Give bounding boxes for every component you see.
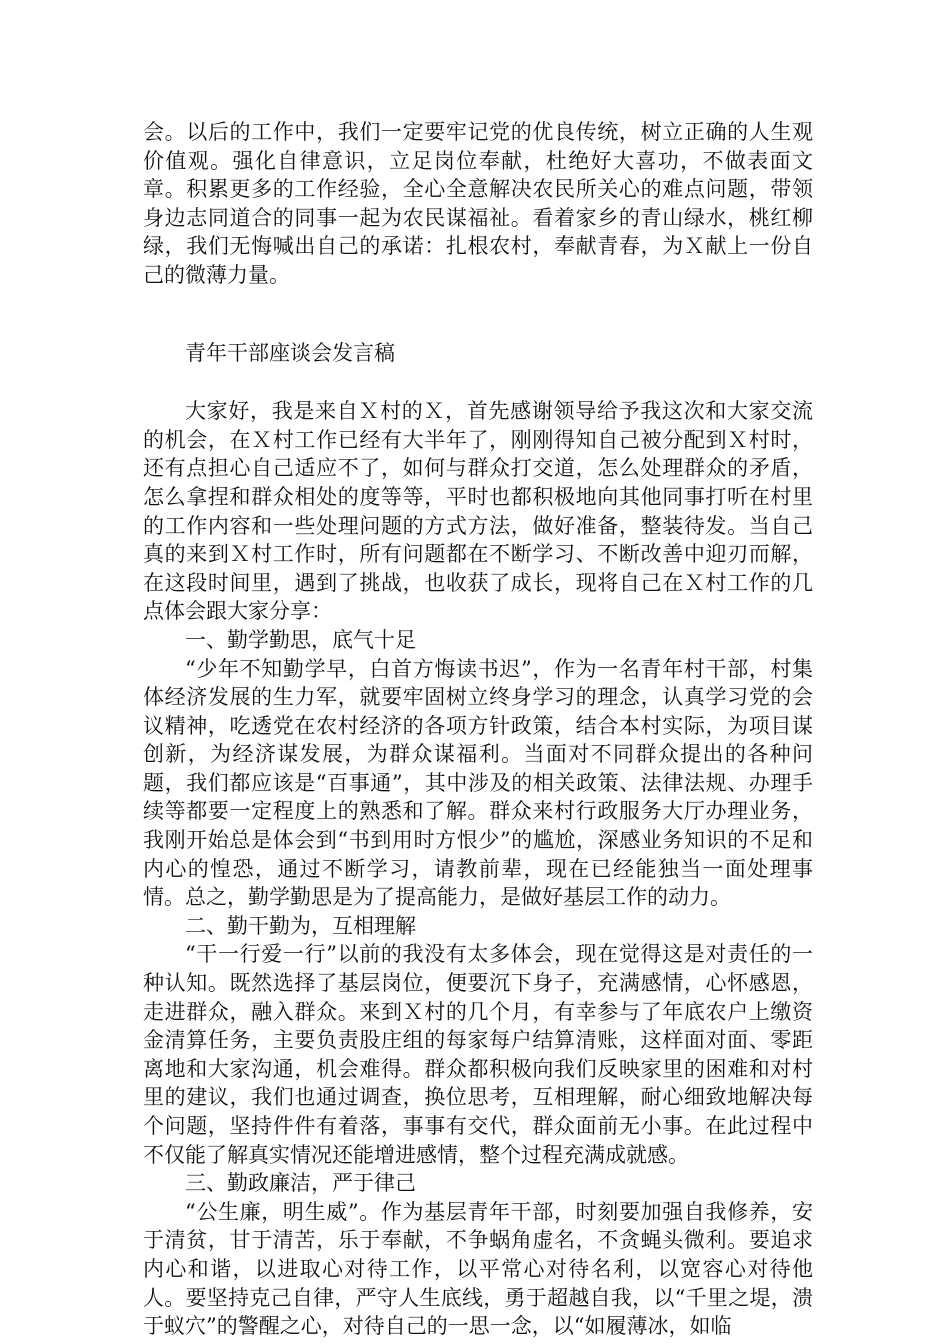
intro-paragraph: 会。以后的工作中，我们一定要牢记党的优良传统，树立正确的人生观价值观。强化自律意识，立足岗位奉献，杜绝好大喜功，不做表面文章。积累更多的工作经验，全心全意解决农民所关心的难点问题，带领身边志同道合的同事一起为农民谋福祉。看着家乡的青山绿水，桃红柳绿，我们无悔喊出自己的承诺：扎根农村，奉献青春，为Ｘ献上一份自己的微薄力量。 bbox=[143, 120, 813, 287]
section-heading-3: 三、勤政廉洁，严于律己 bbox=[185, 1171, 416, 1196]
section-body-1: “少年不知勤学早，白首方悔读书迟”，作为一名青年村干部，村集体经济发展的生力军，就要牢固树立终身学习的理念，认真学习党的会议精神，吃透党在农村经济的各项方针政策，结合本村实际，为项目谋创新，为经济谋发展，为群众谋福利。当面对不同群众提出的各种问题，我们都应该是“百事通”，其中涉及的相关政策、法律法规、办理手续等都要一定程度上的熟悉和了解。群众来村行政服务大厅办理业务，我刚开始总是体会到“书到用时方恨少”的尴尬，深感业务知识的不足和内心的惶恐，通过不断学习，请教前辈，现在已经能独当一面处理事情。总之，勤学勤思是为了提高能力，是做好基层工作的动力。 bbox=[143, 656, 813, 910]
section-heading-1: 一、勤学勤思，底气十足 bbox=[185, 627, 416, 652]
document-title: 青年干部座谈会发言稿 bbox=[185, 340, 395, 365]
section-body-3: “公生廉，明生威”。作为基层青年干部，时刻要加强自我修养，安于清贫，甘于清苦，乐于奉献，不争蜗角虚名，不贪蝇头微利。要追求内心和谐，以进取心对待工作，以平常心对待名利，以宽容心对待他人。要坚持克己自律，严守人生底线，勇于超越自我，以“千里之堤，溃于蚁穴”的警醒之心，对待自己的一思一念，以“如履薄冰，如临 bbox=[143, 1199, 813, 1339]
section-body-2: “干一行爱一行”以前的我没有太多体会，现在觉得这是对责任的一种认知。既然选择了基层岗位，便要沉下身子，充满感情，心怀感恩，走进群众，融入群众。来到Ｘ村的几个月，有幸参与了年底农户上缴资金清算任务，主要负责股庄组的每家每户结算清账，这样面对面、零距离地和大家沟通，机会难得。群众都积极向我们反映家里的困难和对村里的建议，我们也通过调查，换位思考，互相理解，耐心细致地解决每个问题，坚持件件有着落，事事有交代，群众面前无小事。在此过程中不仅能了解真实情况还能增进感情，整个过程充满成就感。 bbox=[143, 942, 813, 1167]
greeting-paragraph: 大家好，我是来自Ｘ村的Ｘ，首先感谢领导给予我这次和大家交流的机会，在Ｘ村工作已经有大半年了，刚刚得知自己被分配到Ｘ村时，还有点担心自己适应不了，如何与群众打交道，怎么处理群众的矛盾，怎么拿捏和群众相处的度等等，平时也都积极地向其他同事打听在村里的工作内容和一些处理问题的方式方法，做好准备，整装待发。当自己真的来到Ｘ村工作时，所有问题都在不断学习、不断改善中迎刃而解，在这段时间里，遇到了挑战，也收获了成长，现将自己在Ｘ村工作的几点体会跟大家分享： bbox=[143, 399, 813, 624]
section-heading-2: 二、勤干勤为，互相理解 bbox=[185, 913, 416, 938]
document-body bbox=[143, 118, 813, 1341]
